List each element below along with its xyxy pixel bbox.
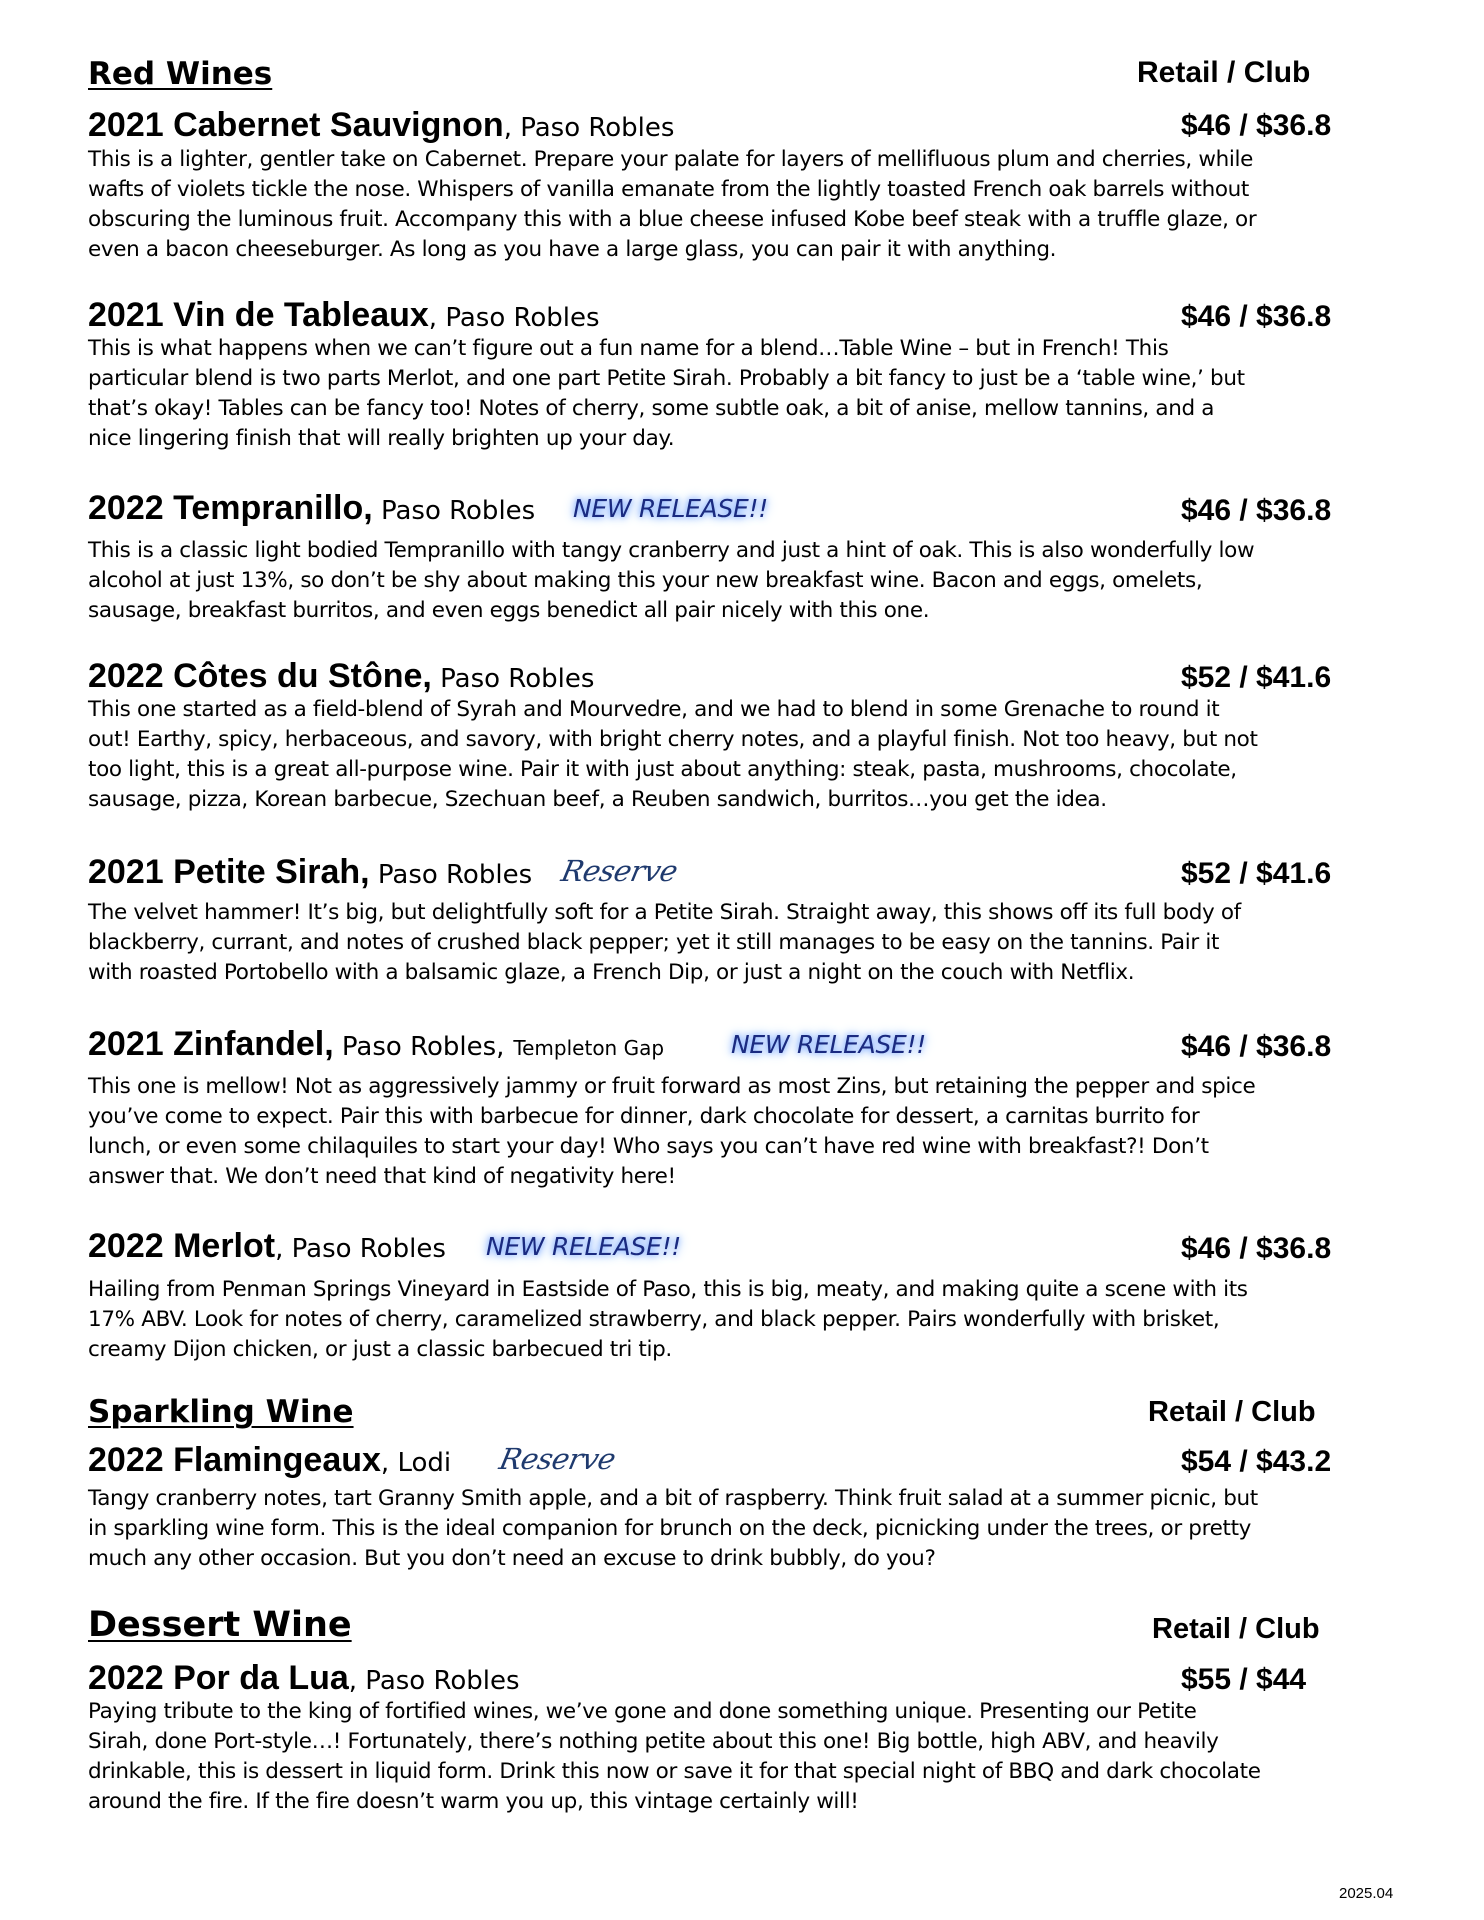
- description-line: obscuring the luminous fruit. Accompany this with a blue cheese infused Kobe beef steak with a truffle glaze, or: [88, 207, 1257, 232]
- wine-title-line: [88, 1659, 520, 1698]
- wine-name: 2021 Zinfandel,: [88, 1025, 334, 1063]
- wine-title-line: [88, 1227, 446, 1266]
- wine-price: $52 / $41.6: [1181, 661, 1332, 694]
- reserve-script-label: Reserve: [558, 854, 681, 888]
- wine-region: Paso Robles: [431, 664, 595, 694]
- wine-region: , Paso Robles: [503, 113, 675, 143]
- wine-price: $46 / $36.8: [1181, 300, 1332, 333]
- column-header-retail-club: Retail / Club: [1152, 1613, 1320, 1645]
- description-line: wafts of violets tickle the nose. Whispers of vanilla emanate from the lightly toasted French oak barrels without: [88, 177, 1250, 202]
- section-title-red-wines: Red Wines: [88, 56, 273, 92]
- wine-name: 2021 Petite Sirah,: [88, 853, 370, 891]
- wine-price: $46 / $36.8: [1181, 109, 1332, 142]
- wine-description: [88, 1072, 1408, 1192]
- description-line: out! Earthy, spicy, herbaceous, and savory, with bright cherry notes, and a playful finish. Not too heavy, but not: [88, 727, 1258, 752]
- description-line: in sparkling wine form. This is the ideal companion for brunch on the deck, picnicking under the trees, or pretty: [88, 1516, 1252, 1541]
- description-line: answer that. We don’t need that kind of negativity here!: [88, 1164, 676, 1189]
- wine-region: , Paso Robles: [275, 1234, 446, 1264]
- description-line: This is a classic light bodied Tempranillo with tangy cranberry and just a hint of oak. This is also wonderfully low: [88, 538, 1255, 563]
- description-line: creamy Dijon chicken, or just a classic barbecued tri tip.: [88, 1337, 672, 1362]
- description-line: Sirah, done Port-style…! Fortunately, there’s nothing petite about this one! Big bottle, high ABV, and heavily: [88, 1729, 1219, 1754]
- description-line: particular blend is two parts Merlot, and one part Petite Sirah. Probably a bit fancy to just be a ‘table wine,’ but: [88, 366, 1245, 391]
- wine-region: , Paso Robles: [428, 303, 600, 333]
- wine-description: [88, 1275, 1408, 1365]
- wine-title-line: [88, 296, 600, 335]
- wine-region: Paso Robles,: [333, 1032, 505, 1062]
- wine-name: 2022 Flamingeaux: [88, 1441, 381, 1479]
- wine-title-line: [88, 489, 535, 528]
- description-line: This one is mellow! Not as aggressively jammy or fruit forward as most Zins, but retaining the pepper and spice: [88, 1074, 1256, 1099]
- wine-price: $52 / $41.6: [1181, 857, 1332, 890]
- section-title-sparkling-wine: Sparkling Wine: [88, 1394, 354, 1430]
- wine-name: 2022 Tempranillo,: [88, 489, 373, 527]
- description-line: lunch, or even some chilaquiles to start your day! Who says you can’t have red wine with breakfast?! Don’t: [88, 1134, 1209, 1159]
- wine-title-line: [88, 1441, 451, 1480]
- new-release-badge: NEW RELEASE!!: [486, 1232, 681, 1261]
- wine-title-line: [88, 657, 594, 696]
- description-line: This is what happens when we can’t figure out a fun name for a blend…Table Wine – but in French! This: [88, 336, 1169, 361]
- description-line: too light, this is a great all-purpose wine. Pair it with just about anything: steak, pasta, mushrooms, chocolate,: [88, 757, 1237, 782]
- wine-description: [88, 898, 1408, 988]
- wine-price: $54 / $43.2: [1181, 1445, 1332, 1478]
- wine-region: , Lodi: [380, 1448, 452, 1478]
- wine-title-line: [88, 1025, 664, 1064]
- wine-name: 2022 Por da Lua: [88, 1659, 349, 1697]
- description-line: The velvet hammer! It’s big, but delightfully soft for a Petite Sirah. Straight away, this shows off its full body of: [88, 900, 1241, 925]
- description-line: Paying tribute to the king of fortified wines, we’ve gone and done something unique. Presenting our Petite: [88, 1699, 1197, 1724]
- description-line: even a bacon cheeseburger. As long as you have a large glass, you can pair it with anything.: [88, 237, 1057, 262]
- wine-region: Paso Robles: [369, 860, 533, 890]
- wine-description: [88, 1697, 1408, 1817]
- wine-name: 2022 Merlot: [88, 1227, 276, 1265]
- wine-title-line: [88, 853, 532, 892]
- wine-description: [88, 1484, 1408, 1574]
- wine-name: 2022 Côtes du Stône,: [88, 657, 432, 695]
- description-line: 17% ABV. Look for notes of cherry, caramelized strawberry, and black pepper. Pairs wonderfully with brisket,: [88, 1307, 1220, 1332]
- wine-name: 2021 Cabernet Sauvignon: [88, 106, 504, 144]
- description-line: Tangy cranberry notes, tart Granny Smith apple, and a bit of raspberry. Think fruit salad at a summer picnic, but: [88, 1486, 1258, 1511]
- description-line: sausage, pizza, Korean barbecue, Szechuan beef, a Reuben sandwich, burritos…you get the idea.: [88, 787, 1107, 812]
- wine-description: [88, 145, 1408, 265]
- column-header-retail-club: Retail / Club: [1137, 56, 1311, 89]
- description-line: This is a lighter, gentler take on Cabernet. Prepare your palate for layers of mellifluous plum and cherries, while: [88, 147, 1253, 172]
- description-line: alcohol at just 13%, so don’t be shy about making this your new breakfast wine. Bacon and eggs, omelets,: [88, 568, 1203, 593]
- wine-region: , Paso Robles: [348, 1666, 520, 1696]
- wine-price: $46 / $36.8: [1181, 1030, 1332, 1063]
- wine-price: $46 / $36.8: [1181, 1232, 1332, 1265]
- column-header-retail-club: Retail / Club: [1148, 1396, 1316, 1428]
- description-line: you’ve come to expect. Pair this with barbecue for dinner, dark chocolate for dessert, a carnitas burrito for: [88, 1104, 1200, 1129]
- description-line: around the fire. If the fire doesn’t warm you up, this vintage certainly will!: [88, 1789, 859, 1814]
- wine-description: [88, 536, 1408, 626]
- description-line: with roasted Portobello with a balsamic glaze, a French Dip, or just a night on the couch with Netflix.: [88, 960, 1135, 985]
- wine-title-line: [88, 106, 674, 145]
- wine-price: $46 / $36.8: [1181, 494, 1332, 527]
- description-line: much any other occasion. But you don’t need an excuse to drink bubbly, do you?: [88, 1546, 936, 1571]
- section-title-dessert-wine: Dessert Wine: [88, 1605, 352, 1645]
- wine-region: Paso Robles: [372, 496, 536, 526]
- description-line: nice lingering finish that will really brighten up your day.: [88, 426, 675, 451]
- reserve-script-label: Reserve: [496, 1442, 619, 1476]
- description-line: drinkable, this is dessert in liquid form. Drink this now or save it for that special night of BBQ and dark chocolate: [88, 1759, 1261, 1784]
- wine-subregion: Templeton Gap: [513, 1036, 665, 1060]
- wine-price: $55 / $44: [1181, 1663, 1307, 1696]
- description-line: that’s okay! Tables can be fancy too! Notes of cherry, some subtle oak, a bit of anise, mellow tannins, and a: [88, 396, 1215, 421]
- new-release-badge: NEW RELEASE!!: [573, 494, 768, 523]
- new-release-badge: NEW RELEASE!!: [731, 1030, 926, 1059]
- wine-name: 2021 Vin de Tableaux: [88, 296, 429, 334]
- description-line: This one started as a field-blend of Syrah and Mourvedre, and we had to blend in some Grenache to round it: [88, 697, 1220, 722]
- wine-description: [88, 695, 1408, 815]
- document-version-date: 2025.04: [1339, 1885, 1394, 1902]
- description-line: sausage, breakfast burritos, and even eggs benedict all pair nicely with this one.: [88, 598, 930, 623]
- description-line: Hailing from Penman Springs Vineyard in Eastside of Paso, this is big, meaty, and making quite a scene with its: [88, 1277, 1248, 1302]
- description-line: blackberry, currant, and notes of crushed black pepper; yet it still manages to be easy on the tannins. Pair it: [88, 930, 1220, 955]
- wine-description: [88, 334, 1408, 454]
